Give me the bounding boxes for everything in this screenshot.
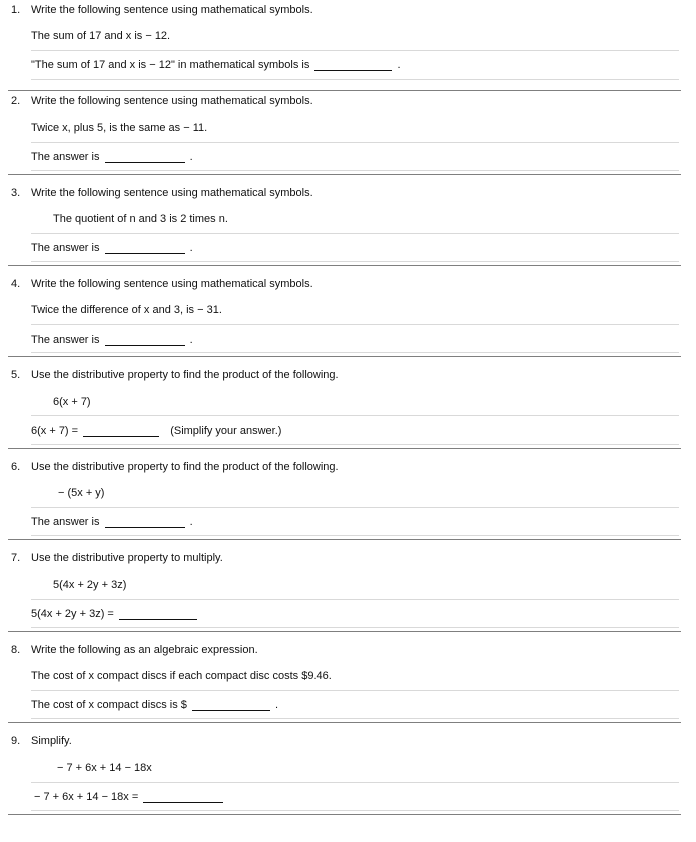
question-number: 7. bbox=[11, 552, 21, 564]
question-4 bbox=[0, 273, 681, 364]
answer-row bbox=[31, 151, 193, 163]
answer-row bbox=[31, 699, 278, 711]
answer-hint: (Simplify your answer.) bbox=[170, 425, 282, 437]
answer-prefix: The answer is bbox=[31, 334, 100, 346]
divider bbox=[31, 507, 679, 508]
question-separator bbox=[8, 448, 681, 449]
question-sentence: − (5x + y) bbox=[58, 487, 105, 499]
divider bbox=[31, 444, 679, 445]
question-prompt: Use the distributive property to find the product of the following. bbox=[31, 369, 339, 381]
answer-input[interactable] bbox=[83, 425, 159, 437]
answer-input[interactable] bbox=[105, 242, 185, 254]
question-separator bbox=[8, 265, 681, 266]
question-sentence: The sum of 17 and x is − 12. bbox=[31, 30, 171, 42]
answer-suffix: . bbox=[275, 699, 279, 711]
answer-prefix: 6(x + 7) = bbox=[31, 425, 79, 437]
divider bbox=[31, 50, 679, 51]
answer-prefix: The cost of x compact discs is $ bbox=[31, 699, 187, 711]
question-number: 8. bbox=[11, 644, 21, 656]
question-separator bbox=[8, 631, 681, 632]
question-prompt: Write the following sentence using mathematical symbols. bbox=[31, 278, 313, 290]
question-2 bbox=[0, 91, 681, 182]
question-sentence: 5(4x + 2y + 3z) bbox=[53, 579, 127, 591]
answer-row bbox=[31, 608, 199, 620]
question-prompt: Write the following sentence using mathematical symbols. bbox=[31, 4, 313, 16]
question-prompt: Write the following as an algebraic expression. bbox=[31, 644, 258, 656]
question-number: 9. bbox=[11, 735, 21, 747]
question-5 bbox=[0, 364, 681, 455]
question-separator bbox=[8, 814, 681, 815]
question-sentence: The quotient of n and 3 is 2 times n. bbox=[53, 213, 228, 225]
question-separator bbox=[8, 539, 681, 540]
answer-input[interactable] bbox=[105, 516, 185, 528]
question-prompt: Use the distributive property to multiply. bbox=[31, 552, 223, 564]
divider bbox=[31, 79, 679, 80]
answer-input[interactable] bbox=[105, 334, 185, 346]
answer-input[interactable] bbox=[105, 151, 185, 163]
answer-prefix: The answer is bbox=[31, 516, 100, 528]
answer-input[interactable] bbox=[314, 59, 392, 71]
divider bbox=[31, 415, 679, 416]
answer-prefix: − 7 + 6x + 14 − 18x = bbox=[34, 791, 139, 803]
divider bbox=[31, 599, 679, 600]
question-8 bbox=[0, 637, 681, 728]
answer-suffix: . bbox=[189, 151, 193, 163]
answer-suffix: . bbox=[397, 59, 401, 71]
answer-prefix: 5(4x + 2y + 3z) = bbox=[31, 608, 114, 620]
answer-input[interactable] bbox=[119, 608, 197, 620]
divider bbox=[31, 324, 679, 325]
question-number: 4. bbox=[11, 278, 21, 290]
answer-suffix: . bbox=[189, 242, 193, 254]
divider bbox=[31, 261, 679, 262]
question-separator bbox=[8, 722, 681, 723]
question-separator bbox=[8, 356, 681, 357]
divider bbox=[31, 535, 679, 536]
divider bbox=[31, 142, 679, 143]
question-9 bbox=[0, 728, 681, 828]
question-separator bbox=[8, 174, 681, 175]
answer-row bbox=[31, 425, 281, 437]
question-7 bbox=[0, 546, 681, 637]
answer-row bbox=[31, 334, 193, 346]
divider bbox=[31, 782, 679, 783]
divider bbox=[31, 718, 679, 719]
divider bbox=[31, 627, 679, 628]
question-number: 5. bbox=[11, 369, 21, 381]
question-number: 1. bbox=[11, 4, 21, 16]
divider bbox=[31, 690, 679, 691]
question-sentence: Twice the difference of x and 3, is − 31. bbox=[31, 304, 222, 316]
divider bbox=[31, 352, 679, 353]
question-prompt: Use the distributive property to find the product of the following. bbox=[31, 461, 339, 473]
question-number: 2. bbox=[11, 95, 21, 107]
answer-row bbox=[34, 791, 225, 803]
divider bbox=[31, 170, 679, 171]
answer-prefix: "The sum of 17 and x is − 12" in mathematical symbols is bbox=[31, 59, 310, 71]
question-sentence: 6(x + 7) bbox=[53, 396, 91, 408]
answer-prefix: The answer is bbox=[31, 151, 100, 163]
answer-row bbox=[31, 516, 193, 528]
divider bbox=[31, 810, 679, 811]
question-prompt: Write the following sentence using mathematical symbols. bbox=[31, 95, 313, 107]
question-prompt: Simplify. bbox=[31, 735, 72, 747]
question-number: 6. bbox=[11, 461, 21, 473]
question-sentence: The cost of x compact discs if each compact disc costs $9.46. bbox=[31, 670, 332, 682]
answer-input[interactable] bbox=[143, 791, 223, 803]
answer-suffix: . bbox=[189, 516, 193, 528]
answer-row bbox=[31, 242, 193, 254]
question-3 bbox=[0, 182, 681, 273]
answer-suffix: . bbox=[189, 334, 193, 346]
answer-prefix: The answer is bbox=[31, 242, 100, 254]
question-sentence: Twice x, plus 5, is the same as − 11. bbox=[31, 122, 208, 134]
divider bbox=[31, 233, 679, 234]
question-1 bbox=[0, 0, 681, 91]
question-6 bbox=[0, 455, 681, 546]
answer-input[interactable] bbox=[192, 699, 270, 711]
question-number: 3. bbox=[11, 187, 21, 199]
question-sentence: − 7 + 6x + 14 − 18x bbox=[57, 762, 152, 774]
answer-row bbox=[31, 59, 401, 71]
question-prompt: Write the following sentence using mathematical symbols. bbox=[31, 187, 313, 199]
